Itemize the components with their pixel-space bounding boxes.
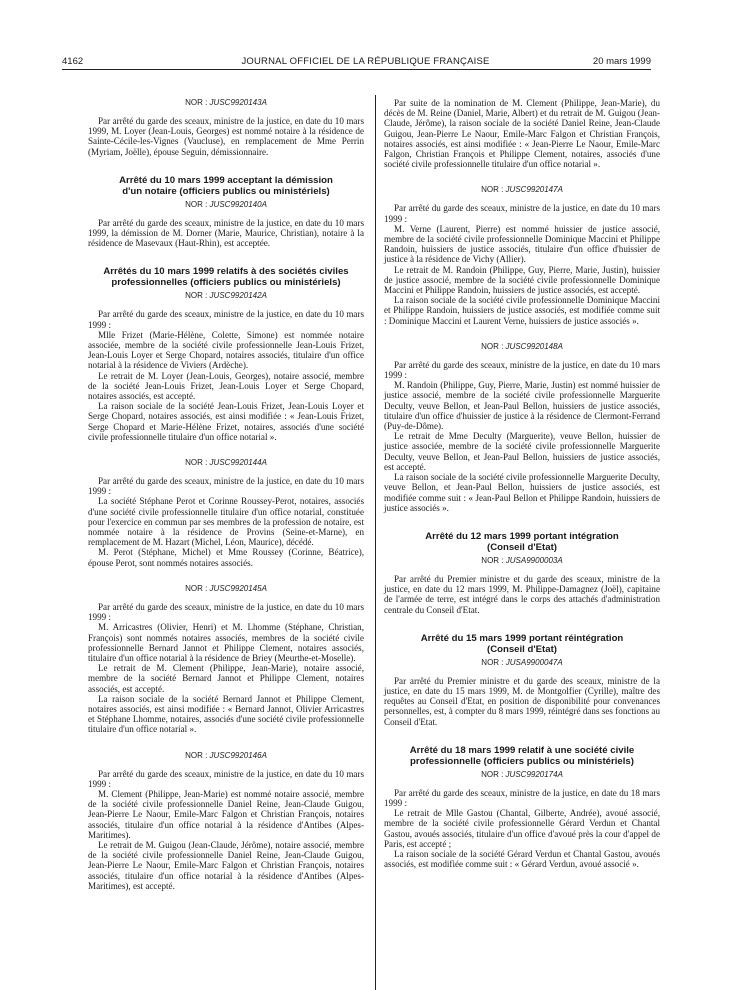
notice-title: Arrêté du 18 mars 1999 relatif à une société civile professionnelle (officiers publics ou ministériels): [409, 744, 635, 767]
section-gap: [384, 727, 660, 745]
notice-paragraph: Par arrêté du garde des sceaux, ministre de la justice, en date du 10 mars 1999, la démission de M. Dorner (Marie, Maurice, Christian), notaire à la résidence de Masevaux (Haut-Rhin), est acceptée.: [88, 217, 364, 249]
nor-reference: [384, 185, 660, 195]
notice-paragraph: Par arrêté du Premier ministre et du garde des sceaux, ministre de la justice, en date du 15 mars 1999, M. de Montgolfier (Cyrille), maître des requêtes au Conseil d'Etat, en position de disponibilité pour convenances personnelles, est, à compter du 8 mars 1999, réintégré dans ses fonctions au Conseil d'Etat.: [384, 675, 660, 727]
section-gap: [384, 615, 660, 633]
section-gap: [88, 568, 364, 584]
nor-code: JUSC9920144A: [209, 458, 267, 468]
notice-paragraph: M. Perot (Stéphane, Michel) et Mme Roussey (Corinne, Béatrice), épouse Perot, sont nommés notaires associés.: [88, 547, 364, 568]
notice-paragraph: La société Stéphane Perot et Corinne Roussey-Perot, notaires, associés d'une société civile professionnelle titulaire d'un office notarial, constituée pour l'exercice en commun par ses membres de la profession de notaire, est nommée notaire à la résidence de Provins (Seine-et-Marne), en remplacement de M. Hazart (Michel, Léon, Maurice), décédé.: [88, 496, 364, 548]
page-number: 4162: [62, 56, 84, 67]
notice-paragraph: La raison sociale de la société Jean-Louis Frizet, Jean-Louis Loyer et Serge Chopard, notaires associés, est ainsi modifiée : « Jean-Louis Frizet, Serge Chopard et Marie-Hélène Frizet, notaires, associés d'une société civile professionnelle titulaire d'un office notarial ».: [88, 401, 364, 442]
notice-paragraph: M. Randoin (Philippe, Guy, Pierre, Marie, Justin) est nommé huissier de justice associé, membre de la société civile professionnelle Marguerite Deculty, veuve Bellon, et Jean-Paul Bellon, huissiers de justice associés, titulaire d'un office d'huissier de justice à la résidence de Clermont-Ferrand (Puy-de-Dôme).: [384, 380, 660, 432]
notice: [88, 266, 364, 442]
nor-code: JUSC9920143A: [209, 98, 267, 107]
journal-title: JOURNAL OFFICIEL DE LA RÉPUBLIQUE FRANÇAISE: [241, 56, 490, 67]
nor-code: JUSC9920145A: [209, 583, 267, 593]
notice-paragraph: La raison sociale de la société civile professionnelle Dominique Maccini et Philippe Randoin, huissiers de justice associés, est modifiée comme suit : Dominique Maccini et Laurent Verne, huissiers de justice associés ».: [384, 295, 660, 326]
notice-paragraph: La raison sociale de la société Bernard Jannot et Philippe Clement, notaires associés, est ainsi modifiée : « Bernard Jannot, Olivier Arricastres et Stéphane Lhomme, notaires, associés d'une société civile professionnelle titulaire d'un office notarial ».: [88, 693, 364, 735]
nor-code: JUSC9920174A: [505, 769, 563, 779]
section-gap: [384, 326, 660, 342]
notice-paragraph: M. Verne (Laurent, Pierre) est nommé huissier de justice associé, membre de la société civile professionnelle Dominique Maccini et Philippe Randoin, huissiers de justice associés, titulaire d'un office d'huissier de justice à la résidence de Vichy (Allier).: [384, 223, 660, 265]
nor-code: JUSA9900047A: [505, 657, 563, 667]
notice-paragraph: Par arrêté du garde des sceaux, ministre de la justice, en date du 10 mars 1999 :: [384, 203, 660, 224]
notice-title: Arrêtés du 10 mars 1999 relatifs à des sociétés civiles professionnelles (officiers publics ou ministériels): [103, 266, 349, 289]
issue-date: 20 mars 1999: [592, 56, 651, 67]
notice-paragraph: M. Clement (Philippe, Jean-Marie) est nommé notaire associé, membre de la société civile professionnelle Daniel Reine, Jean-Claude Guigou, Jean-Pierre Le Naour, Emile-Marc Falgon et Christian François, notaires associés, titulaire d'un office notarial à la résidence d'Antibes (Alpes-Maritimes).: [88, 788, 364, 840]
nor-reference: [88, 458, 364, 468]
nor-reference: [384, 556, 660, 566]
notice-paragraph: Le retrait de M. Randoin (Philippe, Guy, Pierre, Marie, Justin), huissier de justice associé, membre de la société civile professionnelle Dominique Maccini et Philippe Randoin, huissiers de justice associés, est accepté.: [384, 264, 660, 296]
notice-paragraph: Le retrait de Mme Deculty (Marguerite), veuve Bellon, huissier de justice associée, membre de la société civile professionnelle Marguerite Deculty, veuve Bellon, et Jean-Paul Bellon, huissiers de justice associés, est accepté.: [384, 431, 660, 472]
notice-paragraph: Mlle Frizet (Marie-Hélène, Colette, Simone) est nommée notaire associée, membre de la société civile professionnelle Jean-Louis Frizet, Jean-Louis Loyer et Serge Chopard, notaires associés, titulaire d'un office notarial à la résidence de Viviers (Ardèche).: [88, 329, 364, 371]
notice: [384, 342, 660, 513]
nor-code: JUSC9920146A: [209, 750, 267, 760]
notice: [88, 584, 364, 735]
nor-label: NOR :: [481, 185, 504, 195]
notice: [88, 98, 364, 157]
nor-code: JUSC9920147A: [505, 185, 563, 195]
notice: [384, 185, 660, 325]
notice-title: Arrêté du 12 mars 1999 portant intégration (Conseil d'Etat): [425, 530, 619, 553]
notice: [384, 745, 660, 870]
nor-reference: [384, 770, 660, 780]
right-column: [384, 98, 660, 869]
notice-paragraph: Par arrêté du garde des sceaux, ministre de la justice, en date du 10 mars 1999 :: [88, 476, 364, 497]
notice-paragraph: Le retrait de M. Guigou (Jean-Claude, Jérôme), notaire associé, membre de la société civile professionnelle Daniel Reine, Jean-Claude Guigou, Jean-Pierre Le Naour, Emile-Marc Falgon et Christian François, notaires associés, titulaire d'un office notarial à la résidence d'Antibes (Alpes-Maritimes), est accepté.: [88, 839, 364, 891]
notice: [384, 98, 660, 169]
nor-label: NOR :: [185, 98, 208, 107]
nor-reference: [88, 291, 364, 301]
section-gap: [88, 735, 364, 751]
nor-reference: [88, 98, 364, 108]
nor-label: NOR :: [481, 769, 504, 779]
notice-paragraph: Le retrait de Mlle Gastou (Chantal, Gilberte, Andrée), avoué associé, membre de la société civile professionnelle Gérard Verdun et Chantal Gastou, avoués associés, titulaire d'un office d'avoué près la cour d'appel de Paris, est accepté ;: [384, 808, 660, 849]
notice: [384, 531, 660, 615]
notice-paragraph: Par arrêté du garde des sceaux, ministre de la justice, en date du 10 mars 1999 :: [384, 359, 660, 381]
nor-label: NOR :: [185, 199, 208, 209]
notice-paragraph: Par arrêté du Premier ministre et du garde des sceaux, ministre de la justice, en date du 12 mars 1999, M. Philippe-Damagnez (Joël), capitaine de l'armée de terre, est intégré dans le corps des attachés d'administration centrale du Conseil d'Etat.: [384, 573, 660, 615]
notice-title: Arrêté du 10 mars 1999 acceptant la démission d'un notaire (officiers publics ou ministériels): [119, 174, 333, 197]
nor-code: JUSA9900003A: [505, 555, 563, 565]
notice-title: Arrêté du 15 mars 1999 portant réintégration (Conseil d'Etat): [420, 632, 624, 655]
nor-reference: [384, 342, 660, 352]
notice-paragraph: Par arrêté du garde des sceaux, ministre de la justice, en date du 10 mars 1999 :: [88, 601, 364, 623]
section-gap: [384, 513, 660, 531]
notice-paragraph: M. Arricastres (Olivier, Henri) et M. Lhomme (Stéphane, Christian, François) sont nommés notaires associés, membres de la société civile professionnelle Bernard Jannot et Philippe Clement, notaires associés, titulaire d'un office notarial à la résidence de Briey (Meurthe-et-Moselle).: [88, 622, 364, 663]
nor-label: NOR :: [185, 750, 208, 760]
notice-paragraph: Par arrêté du garde des sceaux, ministre de la justice, en date du 10 mars 1999, M. Loyer (Jean-Louis, Georges) est nommé notaire à la résidence de Sainte-Cécile-les-Vignes (Vaucluse), en remplacement de Mme Perrin (Myriam, Joëlle), épouse Seguin, démissionnaire.: [88, 116, 364, 157]
nor-reference: [88, 200, 364, 210]
left-column: [88, 98, 364, 891]
nor-code: JUSC9920148A: [505, 341, 563, 351]
notice-paragraph: La raison sociale de la société Gérard Verdun et Chantal Gastou, avoués associés, est modifiée comme suit : « Gérard Verdun, avoué associé ».: [384, 848, 660, 870]
nor-reference: [88, 584, 364, 594]
nor-code: JUSC9920142A: [209, 291, 267, 301]
notice-paragraph: Le retrait de M. Loyer (Jean-Louis, Georges), notaire associé, membre de la société Jean-Louis Frizet, Jean-Louis Loyer et Serge Chopard, notaires associés, est accepté.: [88, 370, 364, 402]
nor-label: NOR :: [185, 583, 208, 593]
notice: [88, 175, 364, 249]
notice: [384, 633, 660, 727]
column-divider: [375, 95, 376, 990]
notice-paragraph: Par suite de la nomination de M. Clement (Philippe, Jean-Marie), du décès de M. Reine (Daniel, Marie, Albert) et du retrait de M. Guigou (Jean-Claude, Jérôme), la raison sociale de la société Daniel Reine, Jean-Claude Guigou, Jean-Pierre Le Naour, Emile-Marc Falgon et Christian François, notaires associés, est ainsi modifiée : « Jean-Pierre Le Naour, Emile-Marc Falgon, Christian François et Philippe Clement, notaires, associés d'une société civile professionnelle titulaire d'un office notarial ».: [384, 98, 660, 170]
section-gap: [88, 157, 364, 175]
nor-label: NOR :: [481, 341, 504, 351]
nor-label: NOR :: [481, 657, 504, 667]
notice-paragraph: Par arrêté du garde des sceaux, ministre de la justice, en date du 10 mars 1999 :: [88, 309, 364, 330]
page-header: [0, 0, 731, 70]
notice-paragraph: Par arrêté du garde des sceaux, ministre de la justice, en date du 18 mars 1999 :: [384, 787, 660, 808]
section-gap: [88, 442, 364, 458]
notice-paragraph: La raison sociale de la société civile professionnelle Marguerite Deculty, veuve Bellon, et Jean-Paul Bellon, huissiers de justice associés, est modifiée comme suit : « Jean-Paul Bellon et Philippe Randoin, huissiers de justice associés ».: [384, 472, 660, 513]
header-rule: [62, 69, 651, 70]
notice: [88, 458, 364, 568]
nor-reference: [88, 751, 364, 761]
notice-paragraph: Le retrait de M. Clement (Philippe, Jean-Marie), notaire associé, membre de la société Bernard Jannot et Philippe Clement, notaires associés, est accepté.: [88, 663, 364, 694]
section-gap: [384, 169, 660, 185]
nor-reference: [384, 658, 660, 668]
notice-paragraph: Par arrêté du garde des sceaux, ministre de la justice, en date du 10 mars 1999 :: [88, 768, 364, 789]
nor-label: NOR :: [481, 555, 504, 565]
section-gap: [88, 248, 364, 266]
nor-label: NOR :: [185, 458, 208, 468]
nor-label: NOR :: [185, 291, 208, 301]
nor-code: JUSC9920140A: [209, 199, 267, 209]
notice: [88, 751, 364, 891]
